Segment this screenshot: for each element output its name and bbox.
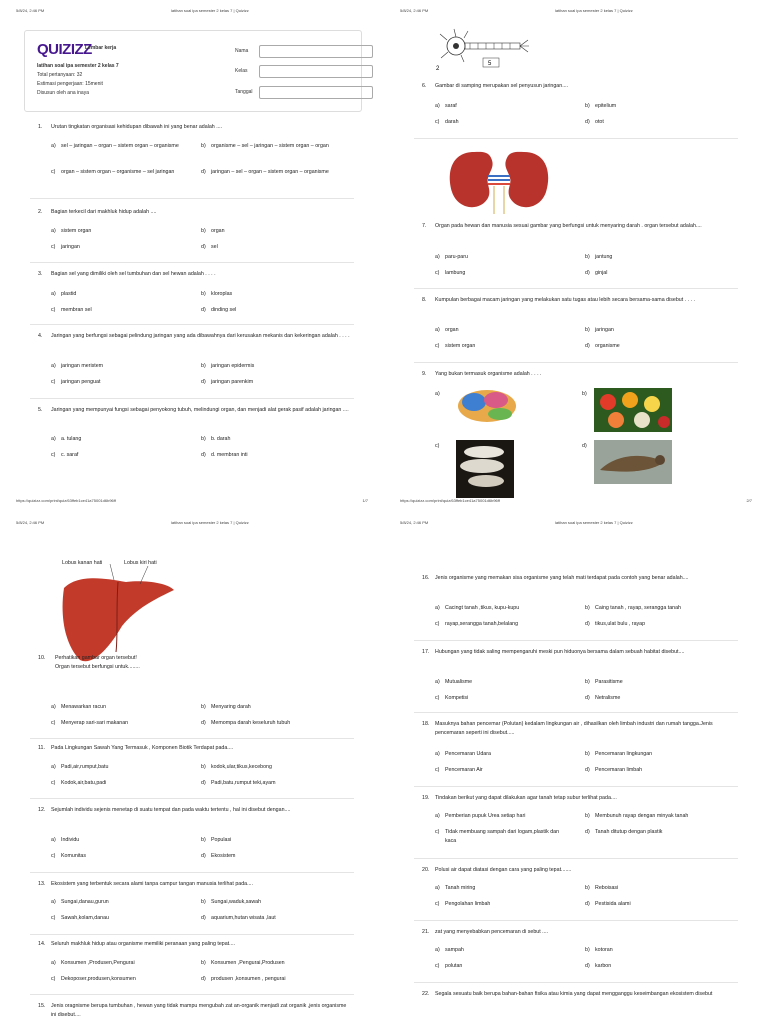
option-text: Parasitisme [595, 679, 623, 685]
liver-image [56, 560, 180, 666]
option-text: jaringan [61, 244, 80, 250]
option-letter: d) [201, 976, 206, 982]
option-text: jantung [595, 254, 613, 260]
option-text: organisme – sel – jaringan – sistem organ – organ [211, 143, 329, 149]
question-number: 13. [38, 881, 46, 887]
option-letter: b) [201, 960, 206, 966]
option-letter: a) [51, 436, 56, 442]
question-number: 8. [422, 297, 427, 303]
question-text: Yang bukan termasuk organisme adalah . . . . [435, 371, 542, 377]
option-letter: c) [51, 452, 56, 458]
print-time: 5/8/24, 2:46 PM [400, 8, 429, 13]
option-text: kloroplas [211, 291, 233, 297]
option-text: organ [445, 327, 459, 333]
page-footer [16, 498, 368, 503]
option-letter: a) [51, 837, 56, 843]
question-text: Ekosistem yang terbentuk secara alami tanpa campur tangan manusia terlihat pada.... [51, 881, 253, 887]
question-number: 5. [38, 407, 43, 413]
page-number: 2/7 [746, 498, 752, 503]
quiz-title: latihan soal ipa semester 2 kelas 7 [37, 63, 119, 69]
option-letter: d) [585, 829, 590, 835]
option-letter: a) [51, 704, 56, 710]
option-letter: b) [585, 751, 590, 757]
question-divider [414, 786, 738, 787]
question-number: 17. [422, 649, 430, 655]
question-number: 16. [422, 575, 430, 581]
option-text: Pencemaran lingkungan [595, 751, 653, 757]
option-letter: c) [51, 307, 56, 313]
question-divider [30, 398, 354, 399]
option-letter: b) [585, 679, 590, 685]
question-number: 12. [38, 807, 46, 813]
squirrel-image [594, 440, 672, 484]
answer-option[interactable]: d) [582, 443, 587, 449]
option-letter: c) [51, 780, 56, 786]
option-letter: b) [201, 764, 206, 770]
option-text: Menawarkan racun [61, 704, 107, 710]
option-letter: d) [585, 767, 590, 773]
page-1 [0, 0, 384, 512]
option-text: sistem organ [445, 343, 476, 349]
question-text: Gambar di samping merupakan sel penyusun jaringan.... [435, 83, 569, 89]
option-letter: d) [585, 621, 590, 627]
option-letter: d) [201, 720, 206, 726]
option-letter: a) [435, 813, 440, 819]
option-letter: a) [435, 103, 440, 109]
question-number: 20. [422, 867, 430, 873]
option-letter: a) [51, 899, 56, 905]
question-text: Tindakan berikut yang dapat dilakukan agar tanah tetap subur terlihat pada.... [435, 795, 617, 801]
question-number: 9. [422, 371, 427, 377]
option-letter: d) [585, 270, 590, 276]
option-text: Tanah ditutup dengan plastik [595, 829, 663, 835]
option-text: Pemberian pupuk Urea setiap hari [445, 813, 526, 819]
option-text: Membunuh rayap dengan minyak tanah [595, 813, 689, 819]
option-text: Pestisida alami [595, 901, 631, 907]
page-4 [384, 512, 768, 1024]
option-letter: d) [585, 901, 590, 907]
option-letter: b) [585, 947, 590, 953]
option-letter: c) [435, 695, 440, 701]
option-text: sel – jaringan – organ – sistem organ – organisme [61, 143, 179, 149]
option-letter: b) [201, 436, 206, 442]
option-text: Menyerap sari-sari makanan [61, 720, 129, 726]
print-title: latihan soal ipa semester 2 kelas 7 | Quizizz [171, 520, 249, 525]
page-footer [400, 498, 752, 503]
question-divider [30, 798, 354, 799]
option-letter: d) [585, 119, 590, 125]
name-label: Nama [235, 48, 249, 54]
option-letter: a) [51, 228, 56, 234]
option-text: d. membran inti [211, 452, 248, 458]
option-letter: b) [201, 899, 206, 905]
option-letter: a) [435, 327, 440, 333]
option-letter: c) [435, 901, 440, 907]
question-number: 22. [422, 991, 430, 997]
option-letter: c) [435, 963, 440, 969]
question-text: Masuknya bahan pencemar (Polutan) kedalam lingkungan air , dihasilkan oleh limbah industri dan rumah tangga.Jenis pencemaran seperti ini disebut..... [435, 721, 713, 736]
option-letter: d) [585, 343, 590, 349]
question-text: zat yang menyebabkan pencemaran di sebut .... [435, 929, 549, 935]
option-text: jaringan meristem [61, 363, 104, 369]
question-text: Segala sesuatu baik berupa bahan-bahan fisika atau kimia yang dapat mengganggu keseimbangan ekosistem disebut [435, 991, 713, 997]
question-number: 3. [38, 271, 43, 277]
question-number: 11. [38, 745, 45, 751]
print-url: https://quizizz.com/print/quiz/63ffeb1ce41a75001d6b96ff [400, 498, 500, 503]
option-letter: b) [201, 143, 206, 149]
option-letter: b) [201, 704, 206, 710]
option-letter: b) [585, 103, 590, 109]
option-text: aquarium,hutan wisata ,laut [211, 915, 276, 921]
mushroom-image [456, 440, 514, 498]
option-letter: a) [435, 679, 440, 685]
page-header [400, 8, 752, 13]
option-text: dinding sel [211, 307, 237, 313]
print-time: 5/8/24, 2:46 PM [400, 520, 429, 525]
question-divider [30, 872, 354, 873]
question-text: Polusi air dapat diatasi dengan cara yang paling tepat....... [435, 867, 572, 873]
estimated-time: Estimasi pengerjaan: 15menit [37, 81, 103, 87]
option-letter: a) [435, 605, 440, 611]
option-letter: c) [51, 720, 56, 726]
option-letter: a) [435, 751, 440, 757]
option-text: Caing tanah , rayap, serangga tanah [595, 605, 681, 611]
svg-text:5: 5 [488, 61, 492, 67]
option-text: saraf [445, 103, 457, 109]
question-text: Bagian sel yang dimiliki oleh sel tumbuhan dan sel hewan adalah . . . . [51, 271, 216, 277]
nerve-cell-image [434, 26, 544, 72]
option-letter: c) [435, 343, 440, 349]
answer-option[interactable]: b) [582, 391, 587, 397]
question-text: Perhatikan gambar organ tersebut! Organ tersebut berfungsi untuk........ [55, 655, 140, 670]
option-text: darah [445, 119, 459, 125]
option-letter: c) [435, 119, 440, 125]
option-letter: a) [51, 960, 56, 966]
option-text: lambung [445, 270, 466, 276]
option-text: organisme [595, 343, 620, 349]
option-letter: a) [51, 764, 56, 770]
option-letter: b) [201, 228, 206, 234]
page-number: 1/7 [362, 498, 368, 503]
option-text: Komunitas [61, 853, 87, 859]
option-text: Pencemaran Udara [445, 751, 491, 757]
option-text: Sawah,kolam,danau [61, 915, 109, 921]
option-letter: c) [51, 379, 56, 385]
print-url: https://quizizz.com/print/quiz/63ffeb1ce41a75001d6b96ff [16, 498, 116, 503]
option-text: organ [211, 228, 225, 234]
option-text: kodok,ular,tikus,kecebong [211, 764, 272, 770]
option-text: polutan [445, 963, 463, 969]
name-field[interactable] [259, 45, 373, 58]
question-divider [414, 138, 738, 139]
option-text: kotoran [595, 947, 613, 953]
option-text: Ekosistem [211, 853, 236, 859]
option-letter: c) [51, 244, 56, 250]
option-text: Pengolahan limbah [445, 901, 491, 907]
question-divider [414, 982, 738, 983]
option-text: sistem organ [61, 228, 92, 234]
quizizz-logo: QUIZIZZ [37, 41, 92, 58]
question-text: Jenis oragnisme berupa tumbuhan , hewan yang tidak mampu mengubah zat an-organik menjadi zat organik ,jenis organisme ini disebut.... [51, 1003, 347, 1018]
option-text: rayap,serangga tanah,belalang [445, 621, 519, 627]
option-text: Menyaring darah [211, 704, 251, 710]
option-letter: c) [435, 767, 440, 773]
question-divider [414, 362, 738, 363]
page-header [400, 520, 752, 525]
total-questions: Total pertanyaan: 32 [37, 72, 83, 78]
option-letter: d) [201, 780, 206, 786]
option-letter: d) [201, 452, 206, 458]
option-text: karbon [595, 963, 612, 969]
option-text: jaringan penguat [61, 379, 101, 385]
option-text: jaringan [595, 327, 614, 333]
page-header [16, 8, 368, 13]
option-letter: b) [585, 254, 590, 260]
option-letter: c) [435, 621, 440, 627]
option-letter: d) [201, 379, 206, 385]
print-time: 5/8/24, 2:46 PM [16, 8, 45, 13]
page-2 [384, 0, 768, 512]
question-divider [30, 198, 354, 199]
brain-image [456, 388, 518, 424]
option-letter: d) [201, 244, 206, 250]
print-time: 5/8/24, 2:46 PM [16, 520, 45, 525]
question-divider [30, 262, 354, 263]
option-text: Memompa darah keseluruh tubuh [211, 720, 291, 726]
svg-text:2: 2 [436, 66, 440, 72]
option-text: tikus,ulat bulu , rayap [595, 621, 646, 627]
question-text: Jenis organisme yang memakan sisa organisme yang telah mati terdapat pada contoh yang benar adalah.... [435, 575, 689, 581]
question-text: Sejumlah individu sejenis menetap di suatu tempat dan pada waktu tertentu , hal ini disebut dengan.... [51, 807, 291, 813]
question-number: 18. [422, 721, 430, 727]
page-header [16, 520, 368, 525]
question-divider [414, 858, 738, 859]
option-text: a. tulang [61, 436, 82, 442]
option-text: Dekoposer,produsen,konsumen [61, 976, 136, 982]
option-text: Sungai,waduk,sawah [211, 899, 262, 905]
option-letter: b) [585, 327, 590, 333]
option-letter: a) [51, 143, 56, 149]
question-divider [414, 288, 738, 289]
option-letter: d) [585, 695, 590, 701]
worksheet-label: Lembar kerja [85, 45, 117, 51]
option-text: jaringan epidermis [211, 363, 255, 369]
question-number: 19. [422, 795, 430, 801]
class-label: Kelas [235, 68, 248, 74]
option-letter: a) [51, 363, 56, 369]
question-divider [30, 738, 354, 739]
option-letter: c) [51, 169, 56, 175]
page-3 [0, 512, 384, 1024]
question-number: 10. [38, 655, 46, 661]
question-divider [30, 994, 354, 995]
kidney-image [444, 146, 554, 216]
option-letter: a) [51, 291, 56, 297]
option-letter: c) [51, 915, 56, 921]
option-text: sel [211, 244, 218, 250]
option-letter: d) [201, 915, 206, 921]
question-divider [414, 712, 738, 713]
option-text: Mutualisme [445, 679, 473, 685]
option-letter: b) [585, 605, 590, 611]
option-letter: d) [201, 307, 206, 313]
option-text: jaringan – sel – organ – sistem organ – organisme [211, 169, 329, 175]
question-divider [414, 640, 738, 641]
option-letter: b) [201, 837, 206, 843]
class-field[interactable] [259, 65, 373, 78]
author: Disusun oleh ana inaya [37, 90, 89, 96]
liver-label-left: Lobus kiri hati [124, 560, 157, 566]
option-letter: b) [201, 291, 206, 297]
option-letter: a) [435, 254, 440, 260]
option-text: Individu [61, 837, 80, 843]
question-divider [30, 934, 354, 935]
question-number: 4. [38, 333, 43, 339]
question-text: Jaringan yang mempunyai fungsi sebagai penyokong tubuh, melindungi organ, dan menjadi alat gerak pasif adalah jaringan .... [51, 407, 349, 413]
option-text: Konsumen ,Pengurai,Produsen [211, 960, 285, 966]
option-letter: d) [201, 853, 206, 859]
option-letter: c) [51, 976, 56, 982]
option-text: Kodok,air,batu,padi [61, 780, 107, 786]
print-title: latihan soal ipa semester 2 kelas 7 | Quizizz [171, 8, 249, 13]
option-text: c. saraf [61, 452, 79, 458]
print-title: latihan soal ipa semester 2 kelas 7 | Quizizz [555, 520, 633, 525]
option-letter: d) [201, 169, 206, 175]
option-text: Konsumen ,Produsen,Pengurai [61, 960, 135, 966]
option-text: epitelium [595, 103, 617, 109]
question-divider [414, 920, 738, 921]
option-text: Pencemaran limbah [595, 767, 643, 773]
question-number: 21. [422, 929, 430, 935]
option-text: membran sel [61, 307, 92, 313]
option-letter: c) [51, 853, 56, 859]
date-field[interactable] [259, 86, 373, 99]
option-text: otot [595, 119, 604, 125]
question-number: 1. [38, 124, 43, 130]
option-text: Tanah miring [445, 885, 476, 891]
option-text: produsen ,konsumen , pengurai [211, 976, 286, 982]
option-text: Padi,air,rumput,batu [61, 764, 109, 770]
question-text: Pada Lingkungan Sawah Yang Termasuk , Komponen Biotik Terdapat pada.... [51, 745, 234, 751]
option-text: Cacingt tanah ,tikus, kupu-kupu [445, 605, 520, 611]
question-text: Hubungan yang tidak saling mempengaruhi meski pun hiduonya bersama dalam sebuah habitat disebut.... [435, 649, 685, 655]
option-letter: c) [435, 829, 440, 835]
option-letter: d) [585, 963, 590, 969]
option-letter: b) [585, 885, 590, 891]
option-text: Padi,batu,rumput teki,ayam [211, 780, 276, 786]
option-text: Populasi [211, 837, 232, 843]
liver-label-right: Lobus kanan hati [62, 560, 103, 566]
option-text: plastid [61, 291, 77, 297]
option-text: Tidak membuang sampah dari logam,plastik dan kaca [445, 829, 560, 844]
question-divider [30, 324, 354, 325]
option-letter: a) [435, 947, 440, 953]
print-title: latihan soal ipa semester 2 kelas 7 | Quizizz [555, 8, 633, 13]
option-text: ginjal [595, 270, 608, 276]
question-text: Urutan tingkatan organisasi kehidupan dibawah ini yang benar adalah .... [51, 124, 223, 130]
option-letter: b) [201, 363, 206, 369]
option-text: b. darah [211, 436, 231, 442]
question-number: 6. [422, 83, 427, 89]
option-text: Kompetisi [445, 695, 469, 701]
flowers-image [594, 388, 672, 432]
option-text: Reboisasi [595, 885, 619, 891]
option-letter: a) [435, 885, 440, 891]
answer-option[interactable]: c) [435, 443, 440, 449]
question-number: 2. [38, 209, 43, 215]
worksheet-header [24, 30, 362, 112]
option-text: sampah [445, 947, 464, 953]
question-number: 7. [422, 223, 427, 229]
option-text: organ – sistem organ – organisme – sel jaringan [61, 169, 175, 175]
option-text: paru-paru [445, 254, 468, 260]
answer-option[interactable]: a) [435, 391, 440, 397]
date-label: Tanggal [235, 89, 253, 95]
option-letter: b) [585, 813, 590, 819]
question-number: 14. [38, 941, 46, 947]
option-letter: c) [435, 270, 440, 276]
question-text: Organ pada hewan dan manusia sesuai gambar yang berfungsi untuk menyaring darah . organ tersebut adalah.... [435, 223, 702, 229]
option-text: Pencemaran Air [445, 767, 483, 773]
question-text: Bagian terkecil dari makhluk hidup adalah .... [51, 209, 157, 215]
option-text: Sungai,danau,gurun [61, 899, 109, 905]
option-text: jaringan parenkim [211, 379, 254, 385]
question-text: Jaringan yang berfungsi sebagai pelindung jaringan yang ada dibawahnya dari kerusakan mekanis dan kekeringan adalah . . . . [51, 333, 350, 339]
question-text: Kumpulan berbagai macam jaringan yang melakukan satu tugas atau lebih secara bersama-sama disebut . . . . [435, 297, 695, 303]
question-number: 15. [38, 1003, 46, 1009]
question-text: Seluruh makhluk hidup atau organisme memiliki peranaan yang paling tepat.... [51, 941, 236, 947]
option-text: Netralisme [595, 695, 621, 701]
